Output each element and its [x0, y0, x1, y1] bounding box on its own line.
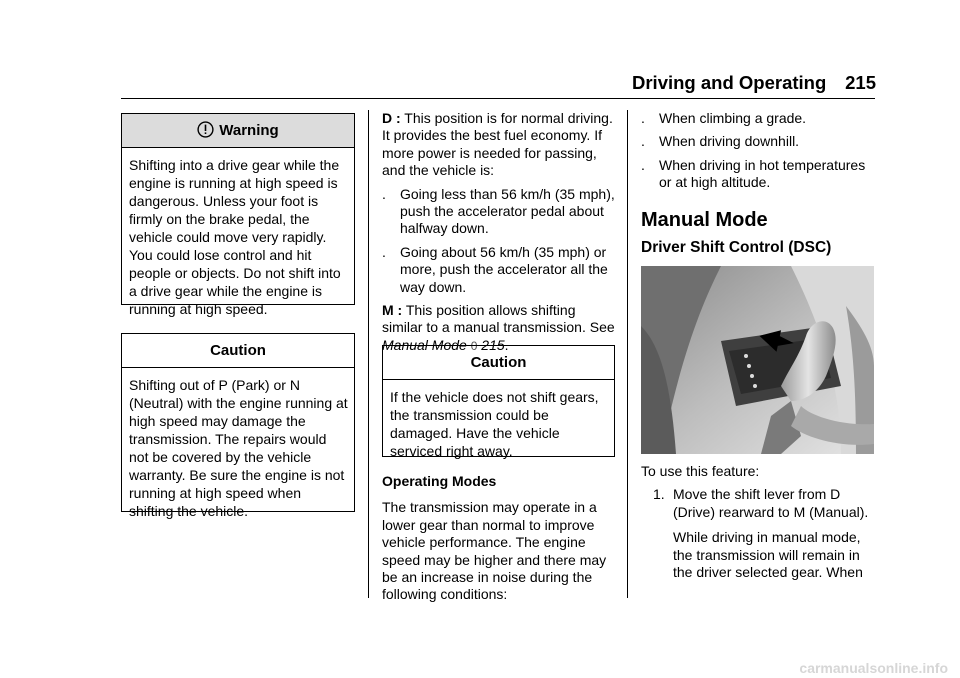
- caution-text: If the vehicle does not shift gears, the transmission could be damaged. Have the vehicle serviced right away.: [390, 389, 599, 459]
- section-title: Driving and Operating: [632, 72, 827, 93]
- shift-lever-photo: [641, 266, 874, 454]
- list-item: [382, 186, 616, 238]
- manual-mode-heading: Manual Mode: [641, 208, 768, 231]
- step-number: 1.: [653, 486, 665, 503]
- step-followup: While driving in manual mode, the transmission will remain in the driver selected gear. When: [673, 529, 863, 581]
- operating-modes-heading: Operating Modes: [382, 473, 497, 489]
- warning-icon: [197, 117, 214, 150]
- warning-title: Warning: [219, 122, 279, 139]
- warning-box-header: [122, 114, 354, 148]
- drive-text: This position is for normal driving. It provides the best fuel economy. If more power is needed for passing, and the vehicle is:: [382, 110, 613, 179]
- manual-mode-link[interactable]: Manual Mode: [382, 336, 467, 353]
- caution-box: [121, 333, 355, 519]
- list-item: [641, 110, 875, 127]
- page-number: 215: [845, 72, 876, 93]
- bullet-text: When driving in hot temperatures or at high altitude.: [659, 156, 866, 191]
- bullet-marker: .: [382, 185, 386, 202]
- bullet-text: Going about 56 km/h (35 mph) or more, push the accelerator all the way down.: [400, 243, 608, 295]
- warning-box: [121, 113, 355, 317]
- caution-title: Caution: [383, 346, 614, 380]
- bullet-marker: .: [641, 110, 645, 126]
- bullet-text: When climbing a grade.: [659, 110, 807, 126]
- manual-ref-end: .: [504, 336, 509, 353]
- operating-modes-text: The transmission may operate in a lower gear than normal to improve vehicle performance. The engine speed may be higher and there may be an increase in noise during the following conditions:: [382, 499, 607, 603]
- operating-modes-section: [382, 473, 616, 604]
- bullet-marker: .: [641, 156, 645, 173]
- right-column: [641, 110, 875, 256]
- dsc-instructions: [641, 463, 875, 581]
- drive-paragraph: [382, 110, 616, 180]
- bullet-text: Going less than 56 km/h (35 mph), push the accelerator pedal about halfway down.: [400, 185, 615, 237]
- bullet-marker: .: [382, 243, 386, 260]
- list-item: [641, 133, 875, 150]
- list-item: [641, 486, 875, 581]
- step-text: Move the shift lever from D (Drive) rearward to M (Manual).: [673, 486, 869, 520]
- column-divider: [368, 110, 369, 598]
- manual-mode-page[interactable]: 215: [481, 336, 505, 353]
- caution-box: [382, 345, 615, 457]
- manual-text: This position allows shifting similar to a manual transmission. See: [382, 302, 615, 336]
- bullet-text: When driving downhill.: [659, 133, 800, 150]
- list-item: [641, 157, 875, 192]
- watermark: carmanualsonline.info: [799, 660, 948, 676]
- dsc-subheading: Driver Shift Control (DSC): [641, 239, 832, 257]
- drive-label: D :: [382, 110, 401, 126]
- caution-title: Caution: [122, 334, 354, 368]
- manual-label: M :: [382, 302, 403, 319]
- warning-text: Shifting into a drive gear while the engine is running at high speed is dangerous. Unless your foot is firmly on the brake pedal, the vehicle could move very rapidly. You could lose control and hit people or objects. Do not shift into a drive gear while the engine is running at high speed.: [129, 157, 341, 317]
- header-rule: [121, 98, 875, 99]
- caution-text: Shifting out of P (Park) or N (Neutral) with the engine running at high speed may damage the transmission. The repairs would not be covered by the vehicle warranty. Be sure the engine is not running at high speed when shifting the vehicle.: [129, 377, 348, 519]
- bullet-marker: .: [641, 133, 645, 150]
- middle-column: [382, 110, 616, 355]
- list-item: [382, 244, 616, 296]
- dsc-intro: To use this feature:: [641, 463, 760, 479]
- page-ref-icon: 0: [470, 338, 478, 353]
- column-divider: [627, 110, 628, 598]
